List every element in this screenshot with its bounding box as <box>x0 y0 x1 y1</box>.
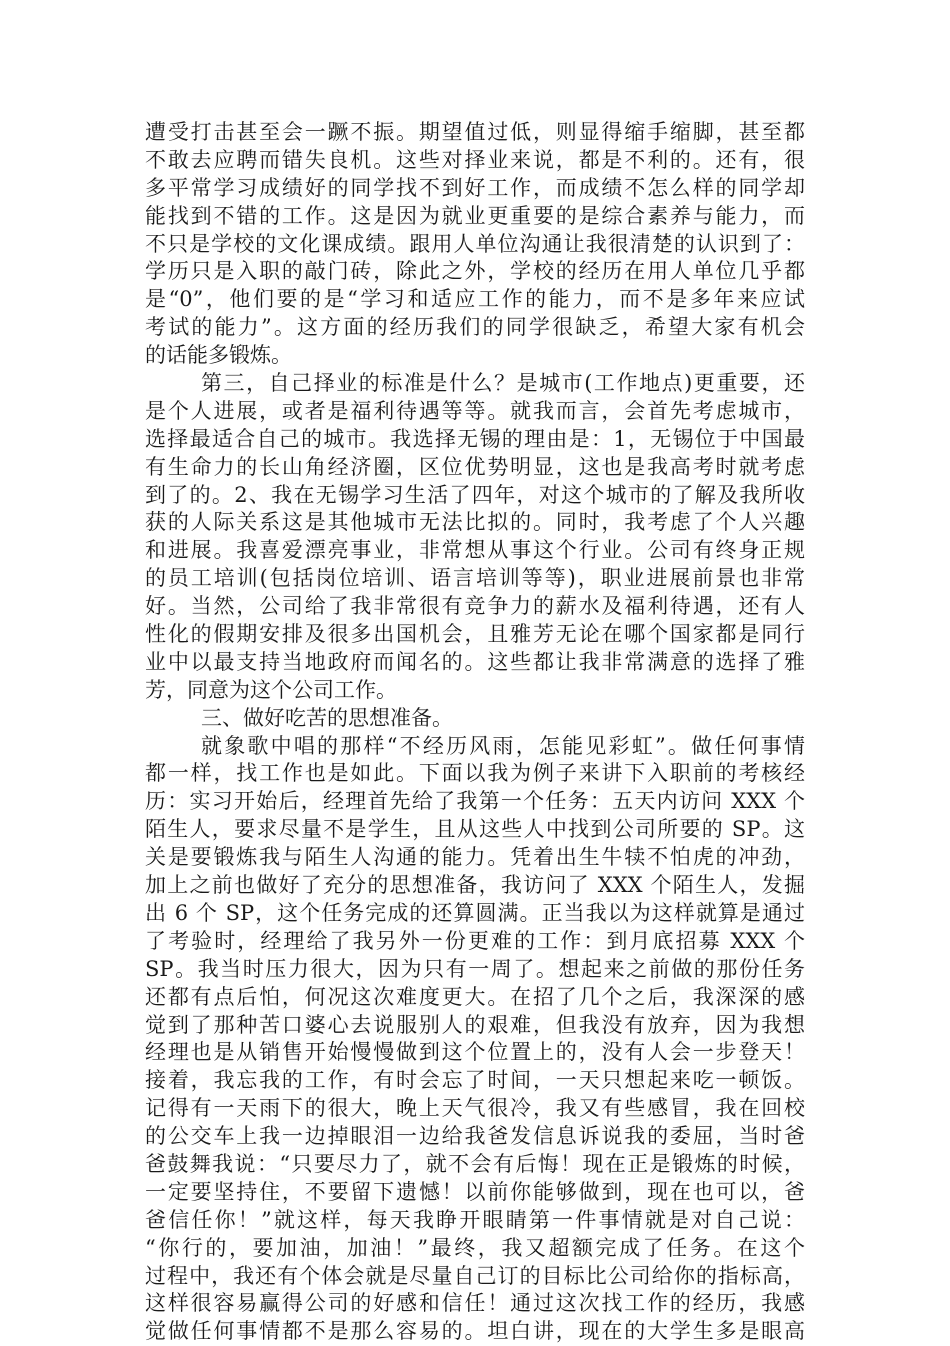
text-line: SP。我当时压力很大，因为只有一周了。想起来之前做的那份任务 <box>145 956 805 981</box>
text-line: 这样很容易赢得公司的好感和信任！通过这次找工作的经历，我感 <box>145 1291 805 1316</box>
text-line: 就象歌中唱的那样“不经历风雨，怎能见彩虹”。做任何事情 <box>201 733 805 758</box>
text-line: “你行的，要加油，加油！”最终，我又超额完成了任务。在这个 <box>145 1235 805 1260</box>
text-line: 性化的假期安排及很多出国机会，且雅芳无论在哪个国家都是同行 <box>145 622 805 647</box>
text-line: 的员工培训(包括岗位培训、语言培训等等)，职业进展前景也非常 <box>145 566 805 591</box>
text-line: 爸信任你！”就这样，每天我睁开眼睛第一件事情就是对自己说： <box>145 1207 805 1232</box>
text-line: 好。当然，公司给了我非常很有竞争力的薪水及福利待遇，还有人 <box>145 594 805 619</box>
text-line: 业中以最支持当地政府而闻名的。这些都让我非常满意的选择了雅 <box>145 649 805 674</box>
text-line: 历：实习开始后，经理首先给了我第一个任务：五天内访问 XXX 个 <box>145 789 805 814</box>
text-line: 是个人进展，或者是福利待遇等等。就我而言，会首先考虑城市， <box>145 398 805 423</box>
text-line: 遭受打击甚至会一蹶不振。期望值过低，则显得缩手缩脚，甚至都 <box>145 120 805 144</box>
text-line: 的话能多锻炼。 <box>145 343 292 368</box>
text-line: 还都有点后怕，何况这次难度更大。在招了几个之后，我深深的感 <box>145 984 805 1009</box>
text-line: 选择最适合自己的城市。我选择无锡的理由是：1，无锡位于中国最 <box>145 426 805 451</box>
text-line: 接着，我忘我的工作，有时会忘了时间，一天只想起来吃一顿饭。 <box>145 1068 805 1093</box>
text-line: 的公交车上我一边掉眼泪一边给我爸发信息诉说我的委屈，当时爸 <box>145 1124 805 1149</box>
document-page <box>145 119 805 1346</box>
text-line: 经理也是从销售开始慢慢做到这个位置上的，没有人会一步登天！ <box>145 1040 805 1065</box>
text-line: 了考验时，经理给了我另外一份更难的工作：到月底招募 XXX 个 <box>145 928 805 953</box>
text-line: 觉做任何事情都不是那么容易的。坦白讲，现在的大学生多是眼高 <box>145 1319 805 1344</box>
text-line: 陌生人，要求尽量不是学生，且从这些人中找到公司所要的 SP。这 <box>145 817 805 842</box>
text-line: 加上之前也做好了充分的思想准备，我访问了 XXX 个陌生人，发掘 <box>145 873 805 898</box>
text-line: 觉到了那种苦口婆心去说服别人的艰难，但我没有放弃，因为我想 <box>145 1012 805 1037</box>
text-line: 有生命力的长山角经济圈，区位优势明显，这也是我高考时就考虑 <box>145 454 805 479</box>
text-line: 获的人际关系这是其他城市无法比拟的。同时，我考虑了个人兴趣 <box>145 510 805 535</box>
text-line: 第三，自己择业的标准是什么？是城市(工作地点)更重要，还 <box>201 371 805 396</box>
text-line: 不只是学校的文化课成绩。跟用人单位沟通让我很清楚的认识到了： <box>145 231 805 256</box>
text-line: 不敢去应聘而错失良机。这些对择业来说，都是不利的。还有，很 <box>145 147 805 172</box>
text-line: 都一样，找工作也是如此。下面以我为例子来讲下入职前的考核经 <box>145 761 805 786</box>
text-line: 过程中，我还有个体会就是尽量自己订的目标比公司给你的指标高， <box>145 1263 805 1288</box>
text-line: 学历只是入职的敲门砖，除此之外，学校的经历在用人单位几乎都 <box>145 259 805 284</box>
text-line: 到了的。2、我在无锡学习生活了四年，对这个城市的了解及我所收 <box>145 482 805 507</box>
text-line: 芳，同意为这个公司工作。 <box>145 677 397 702</box>
text-line: 爸鼓舞我说：“只要尽力了，就不会有后悔！现在正是锻炼的时候， <box>145 1151 805 1176</box>
text-line: 出 6 个 SP，这个任务完成的还算圆满。正当我以为这样就算是通过 <box>145 900 805 925</box>
text-line: 一定要坚持住，不要留下遗憾！以前你能够做到，现在也可以，爸 <box>145 1179 805 1204</box>
text-line: 记得有一天雨下的很大，晚上天气很冷，我又有些感冒，我在回校 <box>145 1096 805 1121</box>
text-line: 能找到不错的工作。这是因为就业更重要的是综合素养与能力，而 <box>145 203 805 228</box>
text-line: 考试的能力”。这方面的经历我们的同学很缺乏，希望大家有机会 <box>145 315 805 340</box>
text-line: 和进展。我喜爱漂亮事业，非常想从事这个行业。公司有终身正规 <box>145 538 805 563</box>
text-line: 多平常学习成绩好的同学找不到好工作，而成绩不怎么样的同学却 <box>145 175 805 200</box>
text-line: 是“0”，他们要的是“学习和适应工作的能力，而不是多年来应试 <box>145 287 805 312</box>
text-line: 三、做好吃苦的思想准备。 <box>201 705 453 730</box>
text-line: 关是要锻炼我与陌生人沟通的能力。凭着出生牛犊不怕虎的冲劲， <box>145 845 805 870</box>
